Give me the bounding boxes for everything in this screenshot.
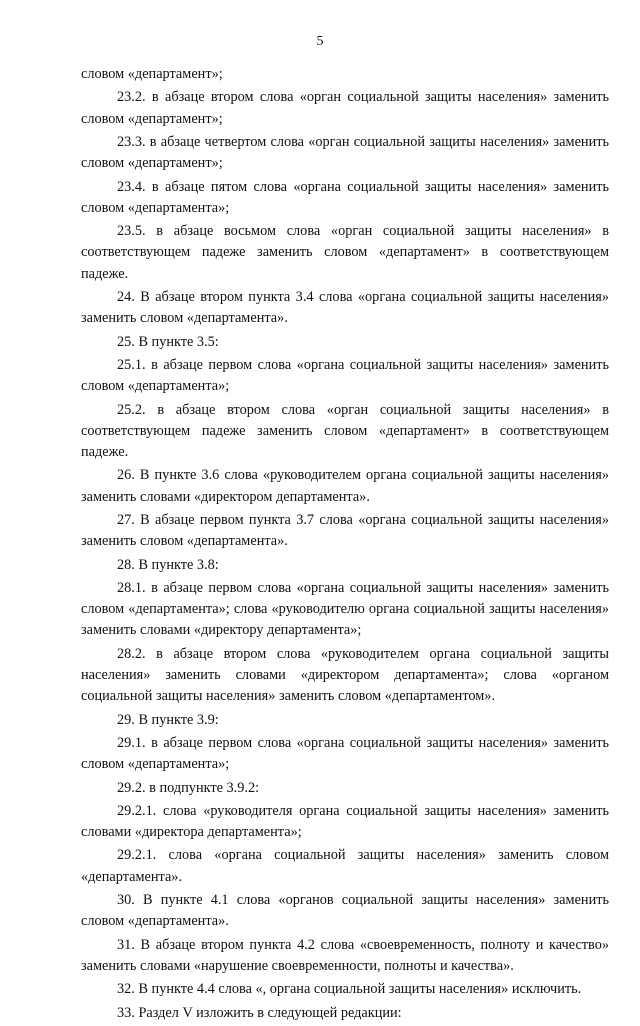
paragraph: 23.3. в абзаце четвертом слова «орган социальной защиты населения» заменить словом «департамент»; — [81, 133, 609, 172]
paragraph: 29.2.1. слова «органа социальной защиты населения» заменить словом «департамента». — [81, 847, 609, 885]
paragraph: 26. В пункте 3.6 слова «руководителем органа социальной защиты населения» заменить словами «директором департамента». — [81, 467, 609, 505]
paragraph: 24. В абзаце втором пункта 3.4 слова «органа социальной защиты населения» заменить словом «департамента». — [81, 288, 609, 327]
paragraph: 29.1. в абзаце первом слова «органа социальной защиты населения» заменить словом «департамента»; — [81, 734, 609, 773]
paragraph: 33. Раздел V изложить в следующей редакции: — [117, 1004, 402, 1021]
paragraph: 25.2. в абзаце втором слова «орган социальной защиты населения» в соответствующем падеже заменить словом «департамент» в соответствующем падеже. — [81, 401, 609, 460]
paragraph: 25. В пункте 3.5: — [117, 333, 219, 350]
paragraph: 32. В пункте 4.4 слова «, органа социальной защиты населения» исключить. — [117, 981, 582, 998]
paragraph: 23.2. в абзаце втором слова «орган социальной защиты населения» заменить словом «департамент»; — [81, 89, 609, 127]
paragraph: 31. В абзаце втором пункта 4.2 слова «своевременность, полноту и качество» заменить словами «нарушение своевременности, полноты и качества». — [81, 936, 609, 974]
paragraph: 23.4. в абзаце пятом слова «органа социальной защиты населения» заменить словом «департамента»; — [81, 178, 609, 216]
paragraph: 23.5. в абзаце восьмом слова «орган социальной защиты населения» в соответствующем падеже заменить словом «департамент» в соответствующем падеже. — [81, 223, 609, 282]
paragraph: 29.2. в подпункте 3.9.2: — [117, 779, 260, 796]
paragraph: 28. В пункте 3.8: — [117, 556, 219, 573]
paragraph: 29.2.1. слова «руководителя органа социальной защиты населения» заменить словами «директора департамента»; — [81, 802, 609, 841]
paragraph: 28.2. в абзаце втором слова «руководителем органа социальной защиты населения» заменить словами «директором департамента»; слова «органом социальной защиты населения» заменить словом «департаментом». — [81, 645, 609, 705]
paragraph: 28.1. в абзаце первом слова «органа социальной защиты населения» заменить словом «департамента»; слова «руководителю органа социальной защиты населения» заменить словами «директору департамента»; — [81, 579, 609, 639]
paragraph: 29. В пункте 3.9: — [117, 711, 219, 728]
paragraph: 27. В абзаце первом пункта 3.7 слова «органа социальной защиты населения» заменить словом «департамента». — [81, 511, 609, 550]
paragraph: 25.1. в абзаце первом слова «органа социальной защиты населения» заменить словом «департамента»; — [81, 356, 609, 395]
paragraph: 30. В пункте 4.1 слова «органов социальной защиты населения» заменить словом «департамента». — [81, 892, 609, 930]
document-body — [81, 64, 609, 1026]
page-number: 5 — [316, 34, 324, 49]
paragraph: словом «департамент»; — [81, 66, 223, 82]
